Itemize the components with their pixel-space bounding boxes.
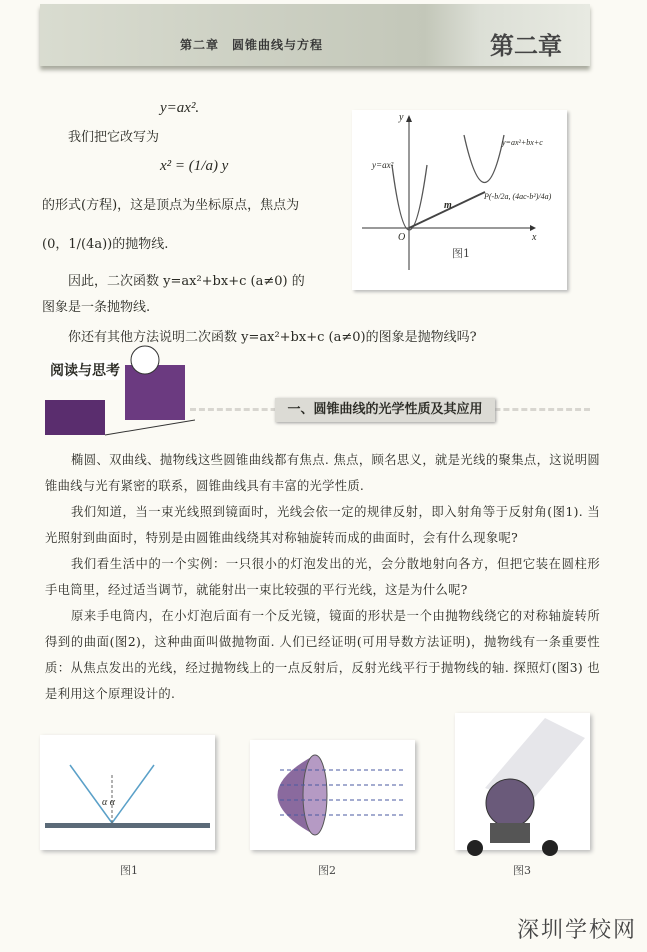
section-badge: 阅读与思考 <box>50 360 120 380</box>
text-line: 因此，二次函数 y=ax²+bx+c (a≠0) 的 <box>68 274 305 289</box>
angle-label: α α <box>102 797 115 808</box>
figure-caption: 图1 <box>452 247 470 260</box>
text-line: 的形式(方程)，这是顶点为坐标原点，焦点为 <box>42 198 300 213</box>
figure-caption: 图2 <box>318 864 336 877</box>
paragraph: 我们知道，当一束光线照到镜面时，光线会依一定的规律反射，即入射角等于反射角(图1). 当光照射到曲面时，特别是由圆锥曲线绕其对称轴旋转而成的曲面时，会有什么现象呢? <box>45 505 600 545</box>
text-line: 我们把它改写为 <box>68 130 160 145</box>
axis-label: x <box>532 232 537 243</box>
reading-thinking-illustration <box>45 345 195 445</box>
paragraph: 椭圆、双曲线、抛物线这些圆锥曲线都有焦点. 焦点，顾名思义，就是光线的聚集点，这说明圆锥曲线与光有紧密的联系，圆锥曲线具有丰富的光学性质. <box>45 453 600 493</box>
origin-label: O <box>398 232 406 243</box>
chapter-label: 第二章 <box>490 32 562 60</box>
text-line: 图象是一条抛物线. <box>42 300 151 315</box>
figure-reflection <box>40 735 215 850</box>
segment-label: m <box>444 200 452 211</box>
body-text <box>45 447 600 707</box>
running-header: 第二章 圆锥曲线与方程 <box>180 38 324 52</box>
section-title: 一、圆锥曲线的光学性质及其应用 <box>275 398 495 422</box>
curve-label: y=ax² <box>372 160 394 170</box>
equation-2: x² = (1/a) y <box>160 158 229 174</box>
figure-paraboloid <box>250 740 415 850</box>
curve-label: y=ax²+bx+c <box>502 138 543 147</box>
point-label: P(-b/2a, (4ac-b²)/4a) <box>484 192 552 201</box>
figure-searchlight <box>455 713 590 850</box>
paragraph: 原来手电筒内，在小灯泡后面有一个反光镜，镜面的形状是一个由抛物线绕它的对称轴旋转所得到的曲面(图2)，这种曲面叫做抛物面. 人们已经证明(可用导数方法证明)，抛物线有一条重要性质：从焦点发出的光线，经过抛物线上的一点反射后，反射光线平行于抛物线的轴. 探照灯(图3) 也是利用这个原理设计的. <box>45 609 600 701</box>
figure-caption: 图1 <box>120 864 138 877</box>
text-line: (0，1/(4a))的抛物线. <box>42 237 169 252</box>
question-text: 你还有其他方法说明二次函数 y=ax²+bx+c (a≠0)的图象是抛物线吗? <box>68 330 477 345</box>
axis-label: y <box>399 112 404 123</box>
paragraph: 我们看生活中的一个实例：一只很小的灯泡发出的光，会分散地射向各方，但把它装在圆柱形手电筒里，经过适当调节，就能射出一束比较强的平行光线，这是为什么呢? <box>45 557 600 597</box>
figure-caption: 图3 <box>513 864 531 877</box>
watermark: 深圳学校网 <box>516 918 637 943</box>
figure-parabola-graph <box>352 110 567 290</box>
equation-1: y=ax². <box>160 100 200 116</box>
